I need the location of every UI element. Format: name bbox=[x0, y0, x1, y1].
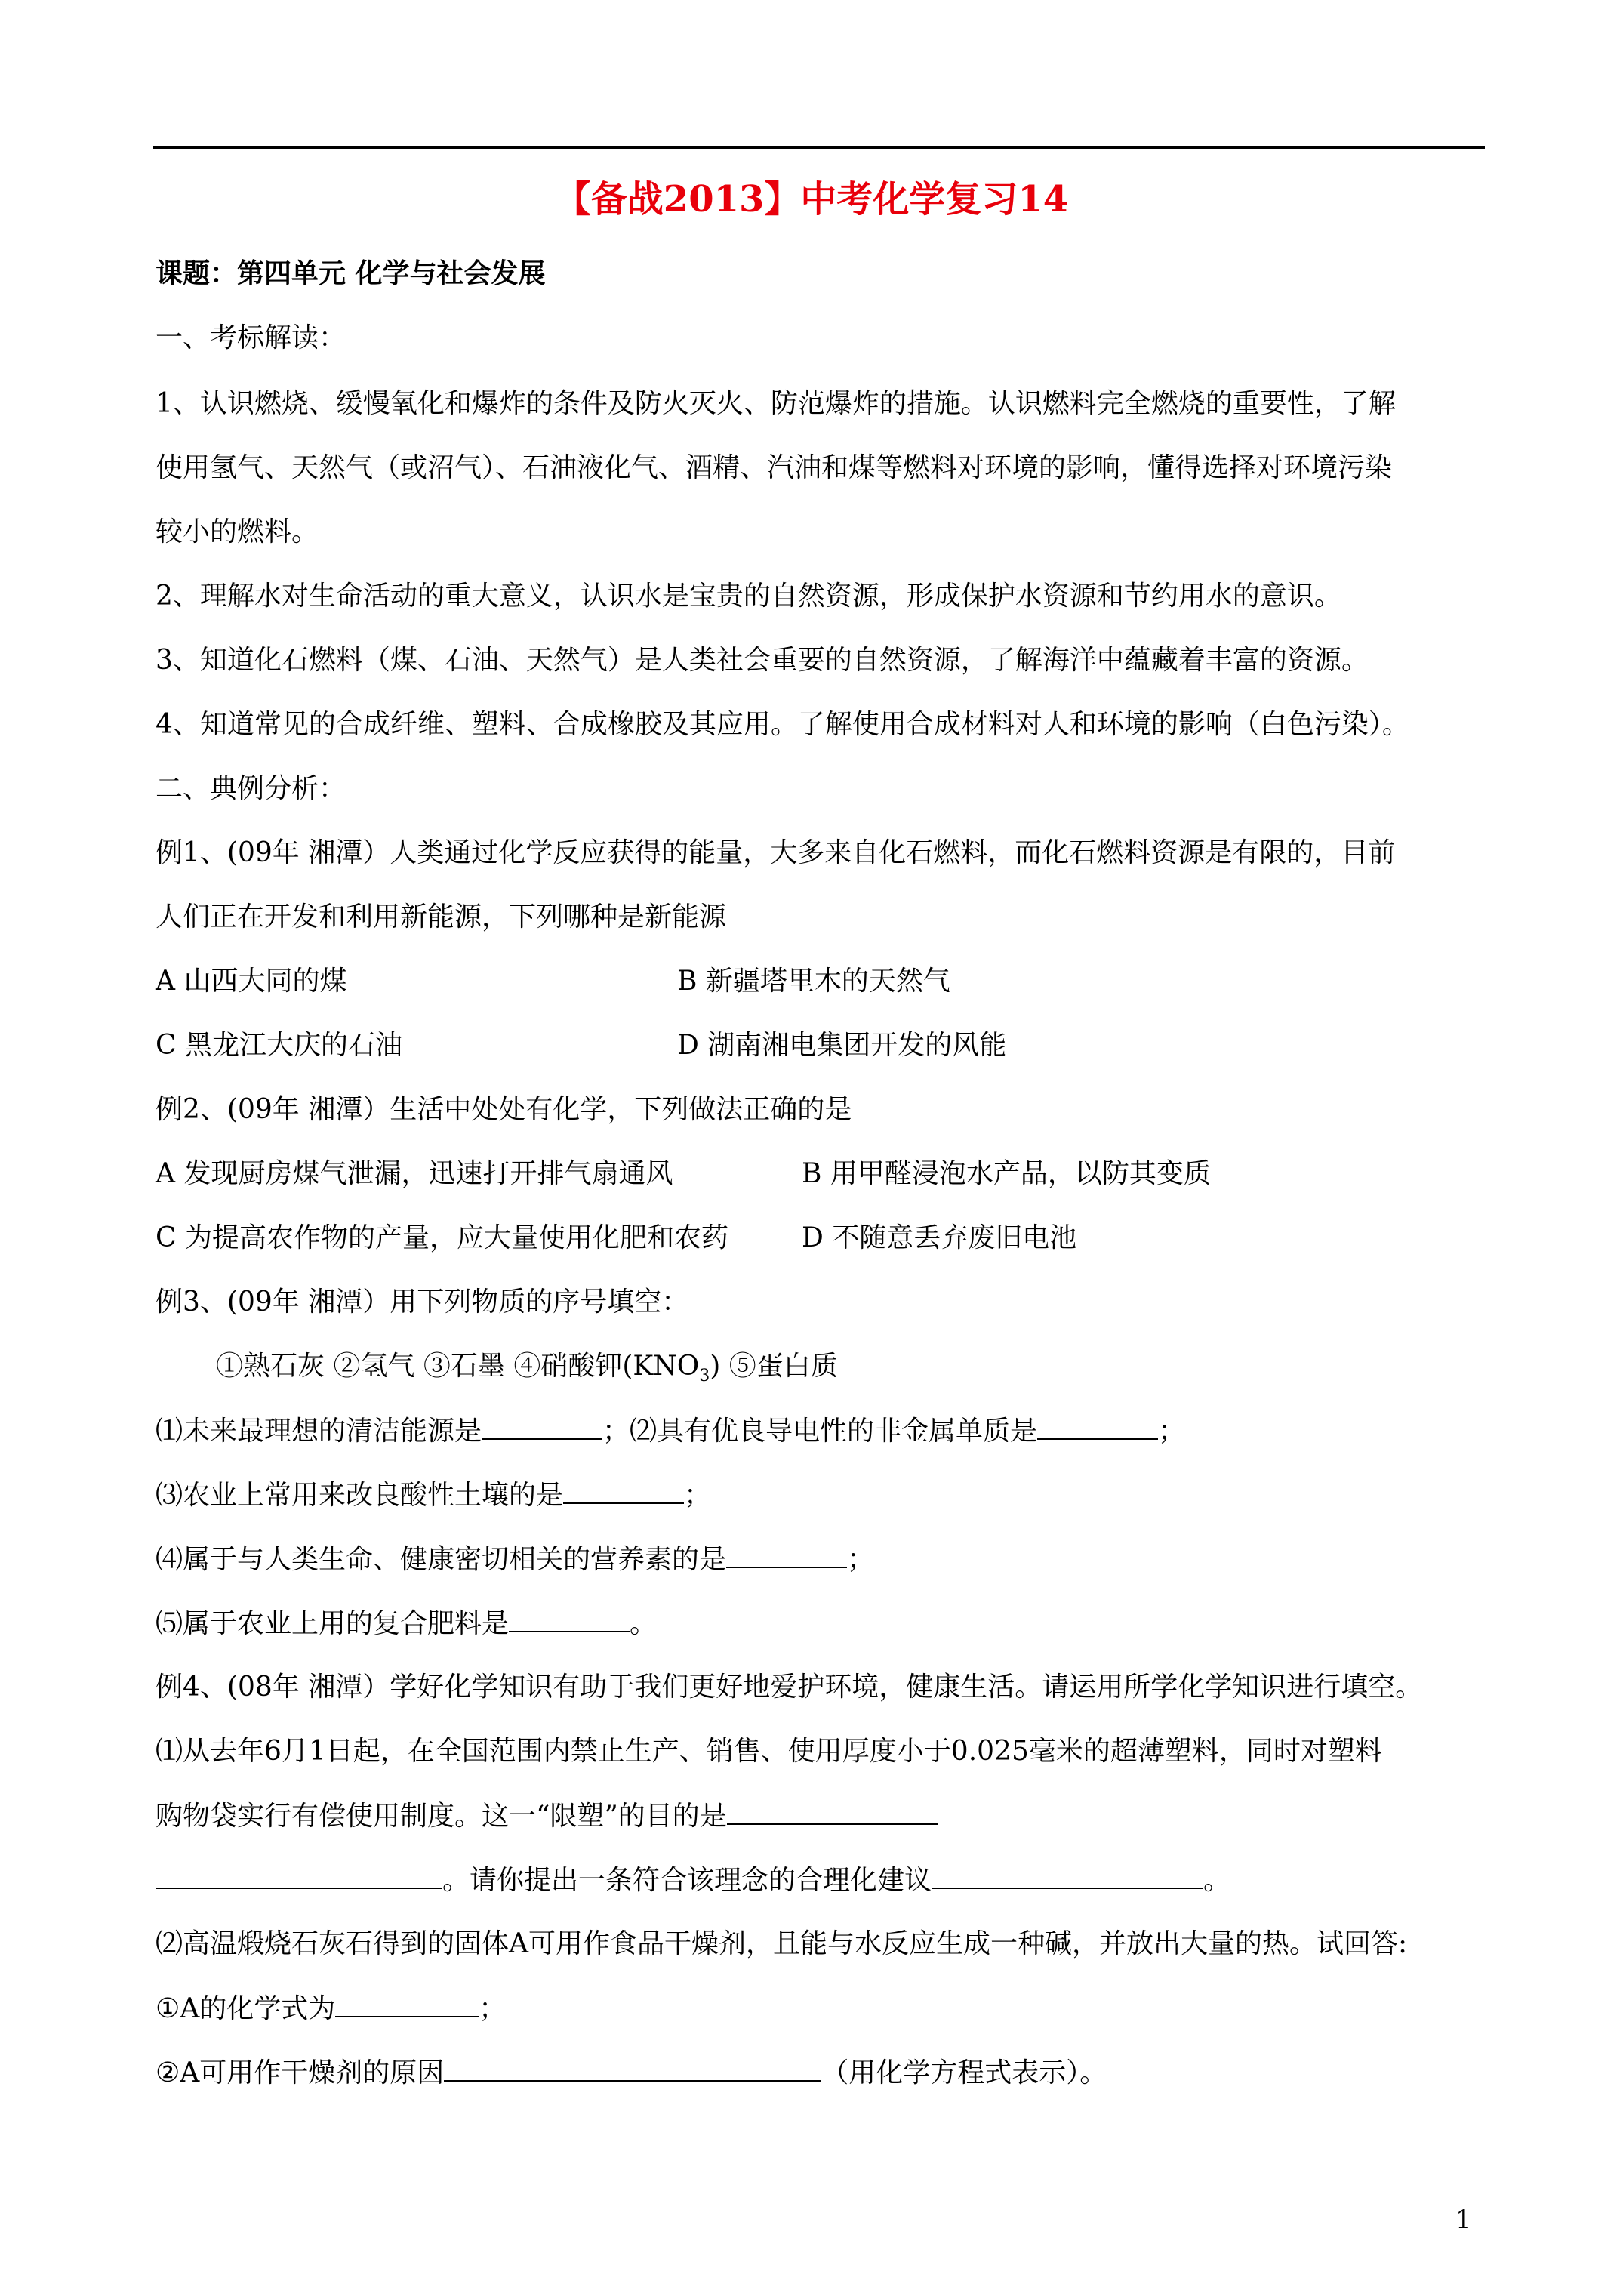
substances-list: ①熟石灰 ②氢气 ③石墨 ④硝酸钾(KNO bbox=[216, 1351, 700, 1382]
standard-4: 4、知道常见的合成纤维、塑料、合成橡胶及其应用。了解使用合成材料对人和环境的影响（白色污染）。 bbox=[156, 709, 1409, 740]
example-3-substances bbox=[216, 1348, 838, 1385]
standard-1-line-3: 较小的燃料。 bbox=[156, 516, 319, 547]
example-4-line-5: ⑵高温煅烧石灰石得到的固体A可用作食品干燥剂，且能与水反应生成一种碱，并放出大量的热。试回答: bbox=[156, 1928, 1408, 1959]
question-2-text: ；⑵具有优良导电性的非金属单质是 bbox=[602, 1416, 1038, 1447]
example-3-question-4 bbox=[156, 1541, 874, 1578]
example-3-question-5 bbox=[156, 1605, 657, 1642]
example-3-question-3 bbox=[156, 1477, 711, 1514]
question-2-end: ； bbox=[1158, 1416, 1186, 1447]
question-5-text: ⑸属于农业上用的复合肥料是 bbox=[156, 1608, 510, 1639]
question-3-text: ⑶农业上常用来改良酸性土壤的是 bbox=[156, 1480, 564, 1511]
answer-blank-formula[interactable] bbox=[335, 1990, 479, 2017]
example-2-line-1: 例2、(09年 湘潭）生活中处处有化学，下列做法正确的是 bbox=[156, 1094, 852, 1125]
standard-1-line-1: 1、认识燃烧、缓慢氧化和爆炸的条件及防火灭火、防范爆炸的措施。认识燃料完全燃烧的重要性，了解 bbox=[156, 388, 1396, 419]
example-4-line-4 bbox=[156, 1862, 1230, 1899]
example-2-option-a: A 发现厨房煤气泄漏，迅速打开排气扇通风 bbox=[156, 1158, 673, 1189]
example-1-line-2: 人们正在开发和利用新能源，下列哪种是新能源 bbox=[156, 901, 727, 932]
section-heading-1: 一、考标解读： bbox=[156, 322, 346, 353]
example-4-line-7 bbox=[156, 2054, 1107, 2091]
example-1-line-1: 例1、(09年 湘潭）人类通过化学反应获得的能量，大多来自化石燃料，而化石燃料资源是有限的，目前 bbox=[156, 837, 1396, 868]
answer-blank-purpose[interactable] bbox=[727, 1798, 938, 1825]
suggestion-question-text: 。请你提出一条符合该理念的合理化建议 bbox=[442, 1865, 932, 1896]
question-3-end: ； bbox=[684, 1480, 712, 1511]
example-3-question-1-2 bbox=[156, 1413, 1185, 1450]
example-4-line-3 bbox=[156, 1798, 938, 1835]
answer-blank-4[interactable] bbox=[726, 1541, 847, 1568]
answer-blank-purpose-cont[interactable] bbox=[156, 1862, 442, 1889]
answer-blank-equation[interactable] bbox=[444, 2054, 821, 2082]
answer-blank-5[interactable] bbox=[509, 1605, 630, 1632]
answer-blank-1[interactable] bbox=[482, 1413, 602, 1440]
substances-list-tail: ) ⑤蛋白质 bbox=[710, 1351, 838, 1382]
question-1-text: ⑴未来最理想的清洁能源是 bbox=[156, 1416, 482, 1447]
example-3-line-1: 例3、(09年 湘潭）用下列物质的序号填空： bbox=[156, 1287, 689, 1318]
subscript-3: 3 bbox=[699, 1367, 710, 1386]
example-1-option-c: C 黑龙江大庆的石油 bbox=[156, 1030, 402, 1061]
example-4-line-2: ⑴从去年6月1日起，在全国范围内禁止生产、销售、使用厚度小于0.025毫米的超薄塑料，同时对塑料 bbox=[156, 1736, 1382, 1767]
question-4-end: ； bbox=[847, 1544, 875, 1575]
example-1-option-d: D 湖南湘电集团开发的风能 bbox=[677, 1030, 1007, 1061]
example-1-option-b: B 新疆塔里木的天然气 bbox=[677, 966, 950, 997]
reason-question-text: ②A可用作干燥剂的原因 bbox=[156, 2057, 445, 2088]
purpose-question-text: 购物袋实行有偿使用制度。这一“限塑”的目的是 bbox=[156, 1801, 727, 1832]
example-2-option-c: C 为提高农作物的产量，应大量使用化肥和农药 bbox=[156, 1222, 728, 1253]
answer-blank-3[interactable] bbox=[563, 1477, 684, 1504]
example-4-line-1: 例4、(08年 湘潭）学好化学知识有助于我们更好地爱护环境，健康生活。请运用所学化学知识进行填空。 bbox=[156, 1672, 1423, 1703]
header-rule bbox=[153, 146, 1485, 149]
example-1-option-a: A 山西大同的煤 bbox=[156, 966, 347, 997]
document-title: 【备战2013】中考化学复习14 bbox=[554, 178, 1069, 220]
formula-end: ； bbox=[479, 1993, 507, 2024]
example-2-option-d: D 不随意丢弃废旧电池 bbox=[802, 1222, 1077, 1253]
suggestion-end: 。 bbox=[1203, 1865, 1231, 1896]
answer-blank-2[interactable] bbox=[1037, 1413, 1158, 1440]
reason-end: （用化学方程式表示）。 bbox=[821, 2057, 1107, 2088]
question-5-end: 。 bbox=[630, 1608, 658, 1639]
example-4-line-6 bbox=[156, 1990, 506, 2027]
standard-2: 2、理解水对生命活动的重大意义，认识水是宝贵的自然资源，形成保护水资源和节约用水的意识。 bbox=[156, 581, 1341, 612]
standard-3: 3、知道化石燃料（煤、石油、天然气）是人类社会重要的自然资源，了解海洋中蕴藏着丰富的资源。 bbox=[156, 645, 1369, 676]
standard-1-line-2: 使用氢气、天然气（或沼气）、石油液化气、酒精、汽油和煤等燃料对环境的影响，懂得选择对环境污染 bbox=[156, 452, 1393, 483]
formula-question-text: ①A的化学式为 bbox=[156, 1993, 336, 2024]
answer-blank-suggestion[interactable] bbox=[932, 1862, 1203, 1889]
question-4-text: ⑷属于与人类生命、健康密切相关的营养素的是 bbox=[156, 1544, 727, 1575]
section-heading-2: 二、典例分析： bbox=[156, 773, 346, 804]
example-2-option-b: B 用甲醛浸泡水产品，以防其变质 bbox=[802, 1158, 1211, 1189]
topic-line: 课题：第四单元 化学与社会发展 bbox=[156, 257, 546, 289]
page-number: 1 bbox=[1455, 2205, 1472, 2235]
